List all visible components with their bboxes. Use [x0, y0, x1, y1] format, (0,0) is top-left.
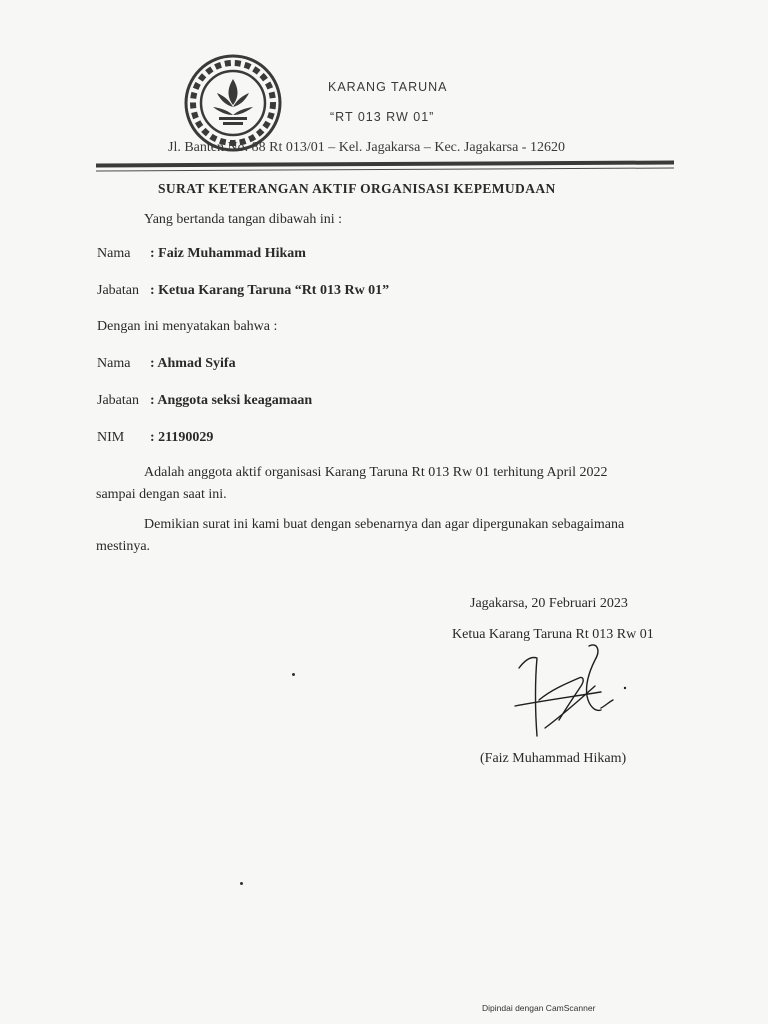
intro-text: Yang bertanda tangan dibawah ini : [144, 212, 343, 227]
handwritten-signature [505, 640, 640, 745]
member-nim-label: NIM [97, 430, 125, 445]
scan-speck [240, 882, 243, 885]
org-address: Jl. Banten No. 88 Rt 013/01 – Kel. Jagakarsa – Kec. Jagakarsa - 12620 [168, 140, 565, 155]
org-name: KARANG TARUNA [328, 80, 448, 94]
member-name-label: Nama [97, 356, 131, 371]
scanner-watermark: Dipindai dengan CamScanner [482, 1003, 596, 1013]
letterhead-rule-thin [96, 167, 674, 171]
signatory-name-value: : Faiz Muhammad Hikam [150, 246, 306, 261]
karang-taruna-emblem-icon [183, 53, 283, 153]
paragraph-1-line-1: Adalah anggota aktif organisasi Karang Taruna Rt 013 Rw 01 terhitung April 2022 [144, 465, 608, 480]
signer-title: Ketua Karang Taruna Rt 013 Rw 01 [452, 627, 654, 642]
member-name-value: : Ahmad Syifa [150, 356, 236, 371]
signer-name: (Faiz Muhammad Hikam) [480, 751, 627, 766]
scan-speck [292, 673, 295, 676]
paragraph-2-line-1: Demikian surat ini kami buat dengan sebenarnya dan agar dipergunakan sebagaimana [144, 517, 625, 532]
paragraph-1-line-2: sampai dengan saat ini. [96, 487, 227, 502]
member-position-value: : Anggota seksi keagamaan [150, 393, 313, 408]
signatory-position-label: Jabatan [97, 283, 139, 298]
signatory-name-label: Nama [97, 246, 131, 261]
member-position-label: Jabatan [97, 393, 139, 408]
place-date: Jagakarsa, 20 Februari 2023 [470, 596, 628, 611]
paragraph-2-line-2: mestinya. [96, 539, 151, 554]
member-nim-value: : 21190029 [150, 430, 214, 445]
letter-title: SURAT KETERANGAN AKTIF ORGANISASI KEPEMUDAAN [158, 181, 556, 196]
statement-text: Dengan ini menyatakan bahwa : [97, 319, 278, 334]
letterhead-rule-thick [96, 160, 674, 167]
org-unit: “RT 013 RW 01” [330, 110, 435, 124]
signatory-position-value: : Ketua Karang Taruna “Rt 013 Rw 01” [150, 283, 390, 298]
